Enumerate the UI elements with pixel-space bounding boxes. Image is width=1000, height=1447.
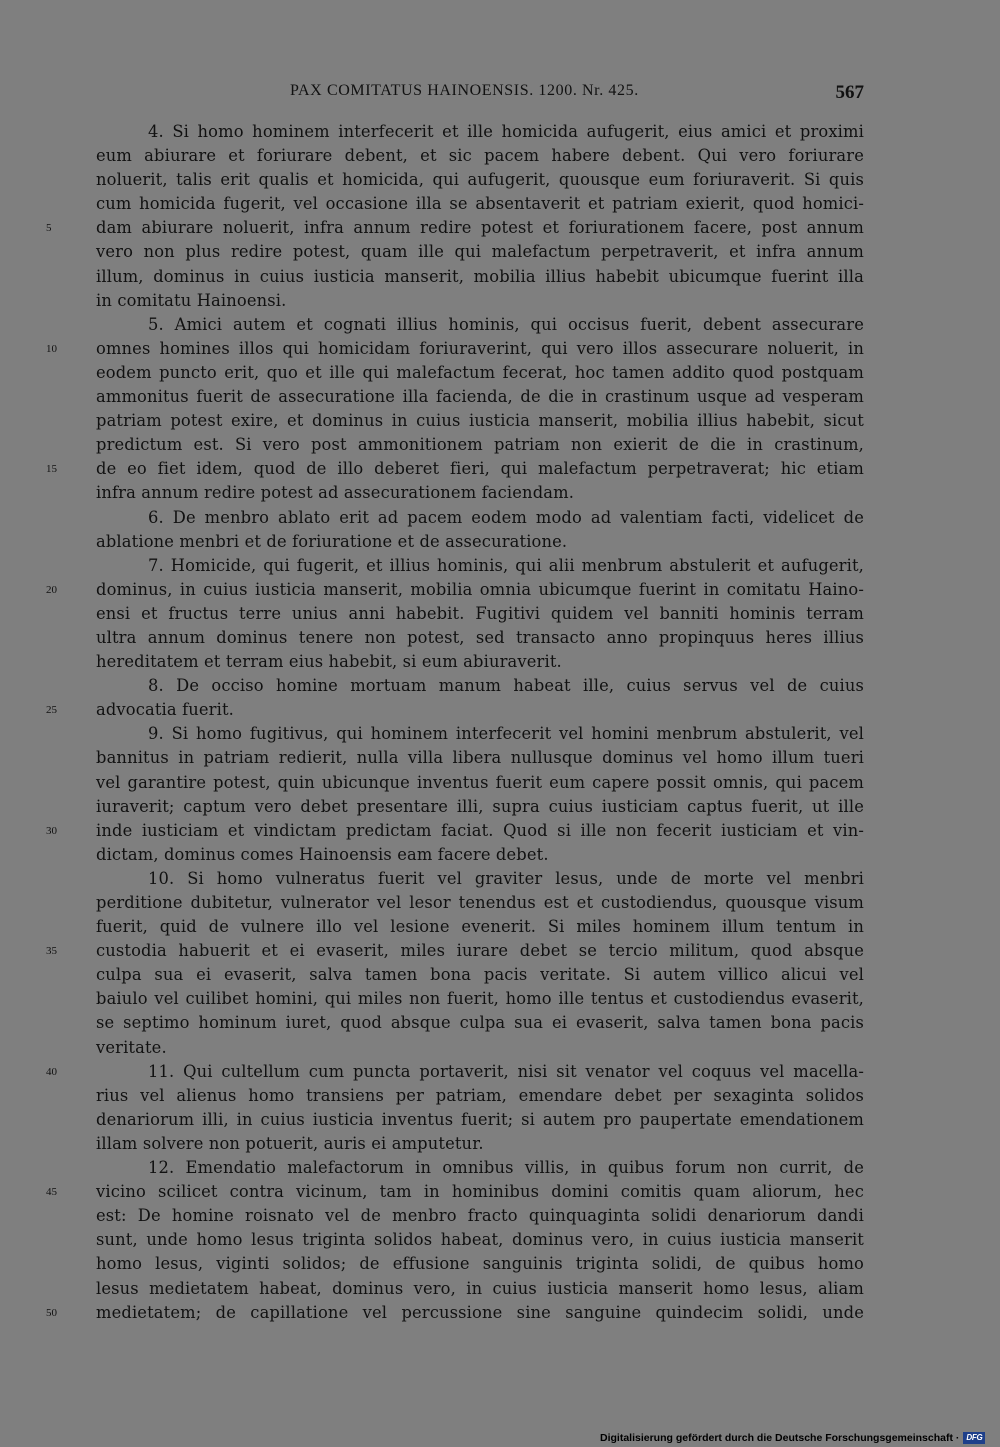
text-line [46,819,864,843]
text-line [96,506,864,530]
text-line [96,626,864,650]
line-text: ensi et fructus terre unius anni habebit. Fugitivi quidem vel banniti hominis terram [96,603,864,623]
line-text: 12. Emendatio malefactorum in omnibus villis, in quibus forum non currit, de [148,1158,864,1178]
line-number: 15 [46,463,57,476]
line-text: homo lesus, viginti solidos; de effusione sanguinis triginta solidi, de quibus homo [96,1254,864,1274]
line-text: 10. Si homo vulneratus fuerit vel graviter lesus, unde de morte vel menbri [148,868,864,888]
line-text: 9. Si homo fugitivus, qui hominem interfecerit vel homini menbrum abstulerit, vel [148,724,864,744]
line-text: sunt, unde homo lesus triginta solidos habeat, dominus vero, in cuius iusticia manserit [96,1230,864,1250]
text-line [96,650,864,674]
line-text: 8. De occiso homine mortuam manum habeat ille, cuius servus vel de cuius [148,676,864,696]
line-text: veritate. [96,1037,167,1057]
line-text: 5. Amici autem et cognati illius hominis, qui occisus fuerit, debent assecurare [148,314,864,334]
line-text: denariorum illi, in cuius iusticia inventus fuerit; si autem pro paupertate emendationem [96,1109,864,1129]
line-text: dictam, dominus comes Hainoensis eam facere debet. [96,844,549,864]
text-line [96,1277,864,1301]
line-text: 6. De menbro ablato erit ad pacem eodem modo ad valentiam facti, videlicet de [148,507,864,527]
line-text: predictum est. Si vero post ammonitionem patriam non exierit de die in crastinum, [96,435,864,455]
line-text: advocatia fuerit. [96,700,234,720]
line-number: 10 [46,342,57,355]
text-line [96,771,864,795]
text-line [96,192,864,216]
text-line [96,481,864,505]
text-line [96,1084,864,1108]
line-text: ammonitus fuerit de assecuratione illa facienda, de die in crastinum usque ad vesperam [96,387,864,407]
text-line [96,409,864,433]
line-text: rius vel alienus homo transiens per patriam, emendare debet per sexaginta solidos [96,1085,864,1105]
page-header [96,82,864,108]
text-line [96,722,864,746]
text-line [96,1156,864,1180]
line-text: de eo fiet idem, quod de illo deberet fieri, qui malefactum perpetraverat; hic etiam [96,459,864,479]
page-number: 567 [835,82,864,103]
text-line [46,457,864,481]
line-number: 40 [46,1065,57,1078]
text-line [96,120,864,144]
text-line [96,987,864,1011]
line-number: 30 [46,824,57,837]
text-line [96,1036,864,1060]
line-text: in comitatu Hainoensi. [96,290,287,310]
text-line [96,1011,864,1035]
line-text: patriam potest exire, et dominus in cuius iusticia manserit, mobilia illius habebit, sicut [96,411,864,431]
text-line [46,1301,864,1325]
text-line [96,530,864,554]
text-line [96,1132,864,1156]
text-line [96,385,864,409]
text-line [96,289,864,313]
line-text: eodem puncto erit, quo et ille qui malefactum fecerat, hoc tamen addito quod postquam [96,362,864,382]
line-text: fuerit, quid de vulnere illo vel lesione evenerit. Si miles hominem illum tentum in [96,917,864,937]
main-text [46,120,864,1325]
footer-credit [600,1431,985,1445]
text-line [96,1228,864,1252]
line-text: ultra annum dominus tenere non potest, sed transacto anno propinquus heres illius [96,627,864,647]
line-text: est: De homine roisnato vel de menbro fracto quinquaginta solidi denariorum dandi [96,1206,864,1226]
text-line [46,337,864,361]
line-text: 4. Si homo hominem interfecerit et ille homicida aufugerit, eius amici et proximi [148,122,864,141]
line-text: illum, dominus in cuius iusticia manserit, mobilia illius habebit ubicumque fuerint illa [96,266,864,286]
text-line [96,602,864,626]
line-text: vicino scilicet contra vicinum, tam in hominibus domini comitis quam aliorum, hec [96,1182,864,1202]
line-text: cum homicida fugerit, vel occasione illa se absentaverit et patriam exierit, quod homici- [96,194,864,214]
text-line [46,578,864,602]
line-number: 45 [46,1186,57,1199]
line-text: dam abiurare noluerit, infra annum redire potest et foriurationem facere, post annum [96,218,864,238]
text-line [96,891,864,915]
line-number: 35 [46,945,57,958]
text-line [96,1108,864,1132]
text-line [46,216,864,240]
text-line [96,915,864,939]
text-line [96,240,864,264]
line-text: infra annum redire potest ad assecurationem faciendam. [96,483,575,503]
text-line [96,963,864,987]
text-line [96,867,864,891]
line-text: perditione dubitetur, vulnerator vel lesor tenendus est et custodiendus, quousque visum [96,893,864,912]
text-line [96,168,864,192]
text-line [96,746,864,770]
line-text: 11. Qui cultellum cum puncta portaverit, nisi sit venator vel coquus vel macella- [148,1061,864,1081]
line-text: inde iusticiam et vindictam predictam faciat. Quod si ille non fecerit iusticiam et vin- [96,820,864,840]
line-text: noluerit, talis erit qualis et homicida, qui aufugerit, quousque eum foriuraverit. Si quis [96,170,864,190]
line-number: 50 [46,1306,57,1319]
dfg-logo-icon: DFG [963,1432,985,1444]
text-line [96,554,864,578]
text-line [96,313,864,337]
text-line [96,433,864,457]
line-text: ablatione menbri et de foriuratione et de assecuratione. [96,531,568,551]
line-text: baiulo vel cuilibet homini, qui miles non fuerit, homo ille tentus et custodiendus evaserit, [96,989,864,1009]
line-text: dominus, in cuius iusticia manserit, mobilia omnia ubicumque fuerint in comitatu Haino- [96,579,864,599]
text-line [96,1252,864,1276]
line-text: eum abiurare et foriurare debent, et sic pacem habere debent. Qui vero foriurare [96,146,864,166]
line-number: 5 [46,222,52,235]
text-line [96,144,864,168]
text-line [96,1204,864,1228]
line-text: vero non plus redire potest, quam ille qui malefactum perpetraverit, et infra annum [96,242,864,262]
line-text: iuraverit; captum vero debet presentare illi, supra cuius iusticiam captus fuerit, ut ille [96,796,864,816]
text-line [46,1180,864,1204]
line-number: 25 [46,704,57,717]
line-text: bannitus in patriam redierit, nulla villa libera nullusque dominus vel homo illum tueri [96,748,864,768]
running-title: PAX COMITATUS HAINOENSIS. 1200. Nr. 425. [290,82,639,99]
text-line [96,361,864,385]
text-line [96,795,864,819]
text-line [96,265,864,289]
line-text: omnes homines illos qui homicidam foriuraverint, qui vero illos assecurare noluerit, in [96,338,864,358]
line-text: illam solvere non potuerit, auris ei amputetur. [96,1133,484,1153]
line-text: se septimo hominum iuret, quod absque culpa sua ei evaserit, salva tamen bona pacis [96,1013,864,1033]
line-text: medietatem; de capillatione vel percussione sine sanguine quindecim solidi, unde [96,1302,864,1322]
text-line [46,939,864,963]
footer-text: Digitalisierung gefördert durch die Deutsche Forschungsgemeinschaft · [600,1432,960,1444]
line-text: vel garantire potest, quin ubicunque inventus fuerit eum capere possit omnis, qui pacem [96,772,864,792]
line-number: 20 [46,583,57,596]
line-text: culpa sua ei evaserit, salva tamen bona pacis veritate. Si autem villico alicui vel [96,965,864,985]
line-text: lesus medietatem habeat, dominus vero, in cuius iusticia manserit homo lesus, aliam [96,1278,864,1298]
text-line [96,674,864,698]
line-text: custodia habuerit et ei evaserit, miles iurare debet se tercio militum, quod absque [96,941,864,961]
text-line [46,698,864,722]
text-line [46,1060,864,1084]
text-line [96,843,864,867]
line-text: 7. Homicide, qui fugerit, et illius hominis, qui alii menbrum abstulerit et aufugerit, [148,555,864,575]
line-text: hereditatem et terram eius habebit, si eum abiuraverit. [96,652,562,672]
